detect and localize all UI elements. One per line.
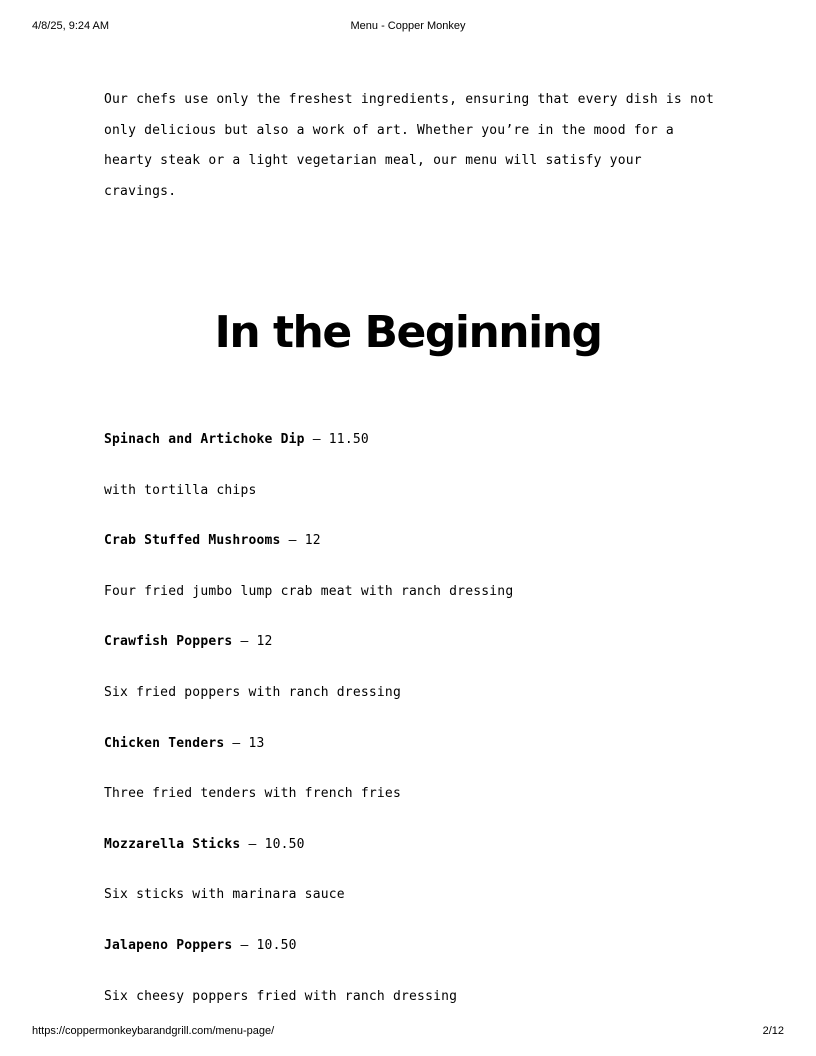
- menu-item-heading: [104, 936, 716, 987]
- section-title: In the Beginning: [214, 307, 602, 358]
- menu-item-price: 11.50: [328, 432, 369, 447]
- print-datetime: 4/8/25, 9:24 AM: [32, 20, 110, 32]
- price-separator: —: [232, 634, 257, 650]
- menu-item-name: Crawfish Poppers: [104, 634, 233, 650]
- menu-item-list: [104, 430, 716, 1037]
- menu-item-name: Chicken Tenders: [104, 735, 225, 751]
- menu-item-name: Mozzarella Sticks: [104, 836, 241, 852]
- menu-item-price: 12: [256, 634, 273, 650]
- menu-item-price: 10.50: [264, 836, 305, 852]
- menu-item-description: Six cheesy poppers fried with ranch dressing: [104, 988, 458, 1004]
- menu-content: [104, 85, 716, 1004]
- menu-item-description: Six sticks with marinara sauce: [104, 887, 345, 903]
- menu-item-heading: [104, 632, 716, 683]
- menu-item-heading: [104, 531, 716, 582]
- menu-item-price: 10.50: [256, 937, 297, 953]
- menu-item-name: Crab Stuffed Mushrooms: [104, 533, 281, 549]
- menu-item-heading: [104, 430, 716, 481]
- menu-item-description: Three fried tenders with french fries: [104, 786, 401, 802]
- menu-item-name: Jalapeno Poppers: [104, 937, 233, 953]
- print-page-title: Menu - Copper Monkey: [350, 20, 466, 32]
- menu-item-heading: [104, 835, 716, 886]
- menu-item-price: 12: [304, 533, 321, 549]
- price-separator: —: [224, 735, 249, 751]
- intro-paragraph: Our chefs use only the freshest ingredients, ensuring that every dish is not only delicious but also a work of art. Whether you’re in the mood for a hearty steak or a light vegetarian meal, our menu will satisfy your cravings.: [104, 92, 715, 199]
- menu-item-description: Four fried jumbo lump crab meat with ranch dressing: [104, 583, 514, 599]
- price-separator: —: [304, 432, 329, 447]
- price-separator: —: [240, 836, 265, 852]
- menu-item-description: with tortilla chips: [104, 482, 257, 498]
- menu-item-description: Six fried poppers with ranch dressing: [104, 684, 401, 700]
- print-header: [0, 20, 816, 34]
- print-footer: [0, 1025, 816, 1039]
- menu-item-name: Spinach and Artichoke Dip: [104, 432, 305, 447]
- print-page-number: 2/12: [762, 1025, 784, 1037]
- menu-item-price: 13: [248, 735, 265, 751]
- price-separator: —: [280, 533, 305, 549]
- print-url: https://coppermonkeybarandgrill.com/menu-page/: [32, 1025, 275, 1037]
- menu-item-heading: [104, 734, 716, 785]
- price-separator: —: [232, 937, 257, 953]
